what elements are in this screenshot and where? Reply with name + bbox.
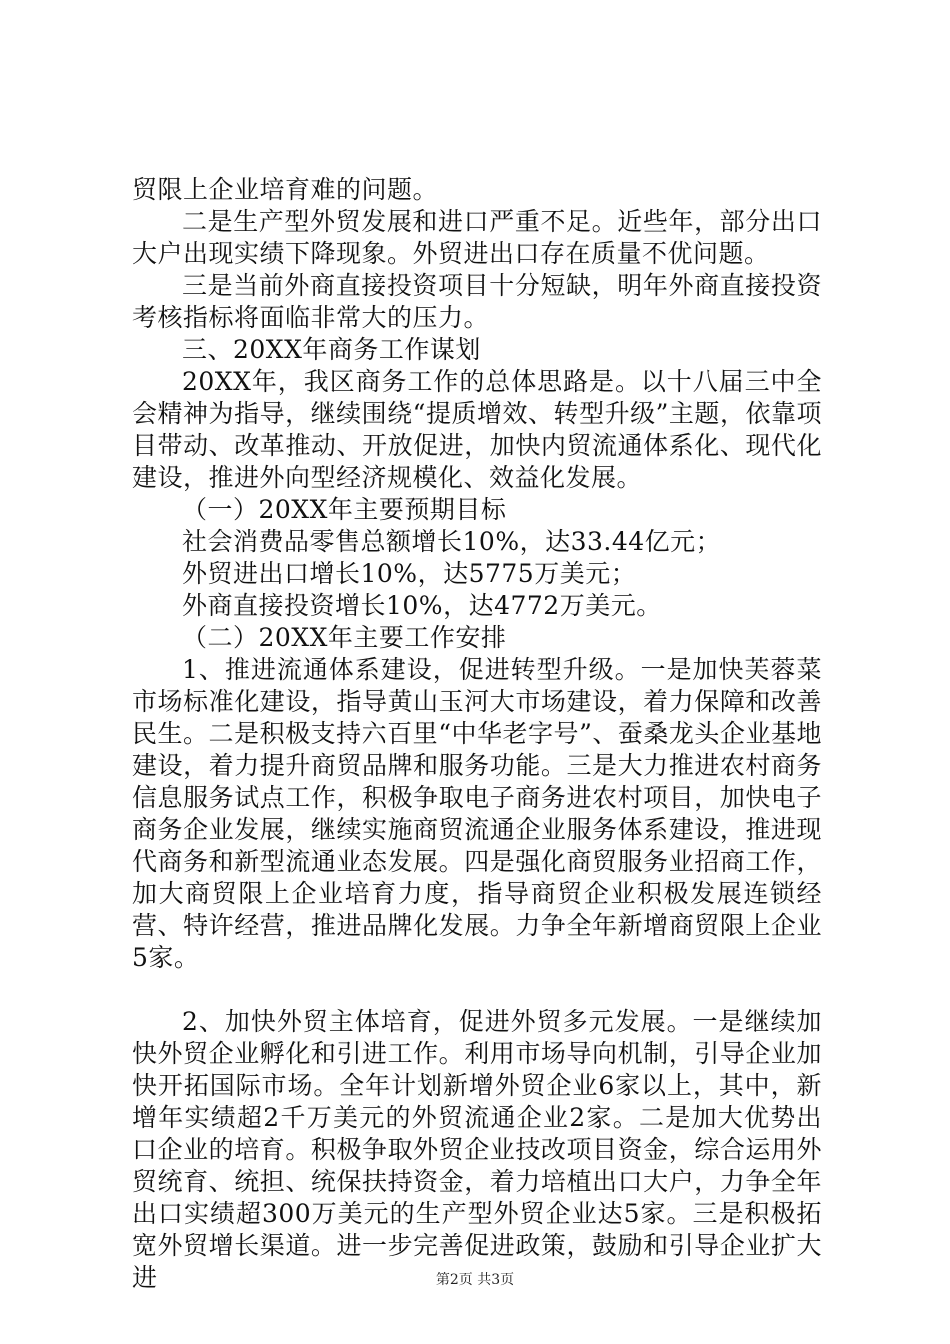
paragraph-overall-approach: 20XX年，我区商务工作的总体思路是。以十八届三中全会精神为指导，继续围绕“提质增效、转型升级”主题，依靠项目带动、改革推动、开放促进，加快内贸流通体系化、现代化建设，推进外向型经济规模化、效益化发展。 <box>132 367 822 492</box>
paragraph-fdi-issue: 三是当前外商直接投资项目十分短缺，明年外商直接投资考核指标将面临非常大的压力。 <box>132 271 822 332</box>
document-body <box>132 174 822 1294</box>
paragraph-circulation-system: 1、推进流通体系建设，促进转型升级。一是加快芙蓉菜市场标准化建设，指导黄山玉河大市场建设，着力保障和改善民生。二是积极支持六百里“中华老字号”、蚕桑龙头企业基地建设，着力提升商贸品牌和服务功能。三是大力推进农村商务信息服务试点工作，积极争取电子商务进农村项目，加快电子商务企业发展，继续实施商贸流通企业服务体系建设，推进现代商务和新型流通业态发展。四是强化商贸服务业招商工作，加大商贸限上企业培育力度，指导商贸企业积极发展连锁经营、特许经营，推进品牌化发展。力争全年新增商贸限上企业5家。 <box>132 655 822 972</box>
target-retail-sales: 社会消费品零售总额增长10%，达33.44亿元； <box>182 527 722 556</box>
subheading-work-arrangements: （二）20XX年主要工作安排 <box>182 623 507 652</box>
target-foreign-trade: 外贸进出口增长10%，达5775万美元； <box>182 559 637 588</box>
subheading-targets: （一）20XX年主要预期目标 <box>182 495 507 524</box>
paragraph-foreign-trade-entities: 2、加快外贸主体培育，促进外贸多元发展。一是继续加快外贸企业孵化和引进工作。利用市场导向机制，引导企业加快开拓国际市场。全年计划新增外贸企业6家以上，其中，新增年实绩超2千万美元的外贸流通企业2家。二是加大优势出口企业的培育。积极争取外贸企业技改项目资金，综合运用外贸统育、统担、统保扶持资金，着力培植出口大户，力争全年出口实绩超300万美元的生产型外贸企业达5家。三是积极拓宽外贸增长渠道。进一步完善促进政策，鼓励和引导企业扩大进 <box>132 1007 822 1292</box>
paragraph-export-issue: 二是生产型外贸发展和进口严重不足。近些年，部分出口大户出现实绩下降现象。外贸进出口存在质量不优问题。 <box>132 207 822 268</box>
target-fdi: 外商直接投资增长10%，达4772万美元。 <box>182 591 662 620</box>
section-heading-plan: 三、20XX年商务工作谋划 <box>182 335 481 364</box>
page-number-footer: 第2页 共3页 <box>435 1272 515 1288</box>
paragraph-continuation: 贸限上企业培育难的问题。 <box>132 175 439 204</box>
